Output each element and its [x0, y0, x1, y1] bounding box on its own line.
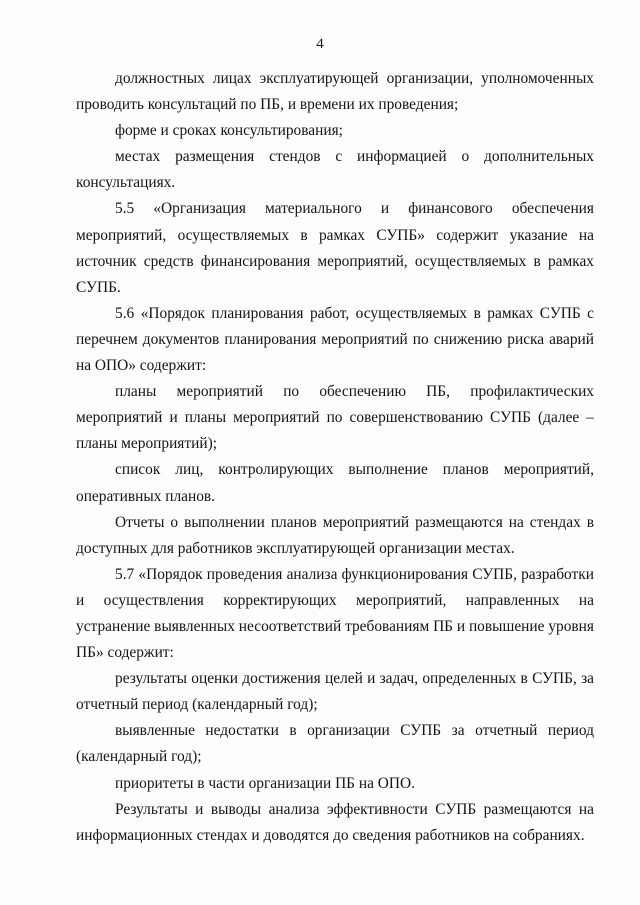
paragraph: список лиц, контролирующих выполнение планов мероприятий, оперативных планов. [76, 461, 594, 505]
paragraph: 5.6 «Порядок планирования работ, осуществляемых в рамках СУПБ с перечнем документов планирования мероприятий по снижению риска аварий на ОПО» содержит: [76, 304, 594, 375]
paragraph: 5.5 «Организация материального и финансового обеспечения мероприятий, осуществляемых в рамках СУПБ» содержит указание на источник средств финансирования мероприятий, осуществляемых в рамках СУПБ. [76, 200, 594, 296]
paragraph: планы мероприятий по обеспечению ПБ, профилактических мероприятий и планы мероприятий по совершенствованию СУПБ (далее – планы мероприятий); [76, 383, 594, 453]
paragraph: приоритеты в части организации ПБ на ОПО. [115, 774, 415, 792]
paragraph: местах размещения стендов с информацией о дополнительных консультациях. [76, 148, 594, 192]
paragraph: Результаты и выводы анализа эффективности СУПБ размещаются на информационных стендах и доводятся до сведения работников на собраниях. [76, 800, 594, 844]
page-number: 4 [316, 36, 324, 52]
paragraph: форме и сроках консультирования; [115, 122, 343, 140]
paragraph: Отчеты о выполнении планов мероприятий размещаются на стендах в доступных для работников эксплуатирующей организации местах. [76, 513, 594, 557]
paragraph: 5.7 «Порядок проведения анализа функционирования СУПБ, разработки и осуществления корректирующих мероприятий, направленных на устранение выявленных несоответствий требованиям ПБ и повышение уровня ПБ» содержит: [76, 565, 594, 662]
paragraph: результаты оценки достижения целей и задач, определенных в СУПБ, за отчетный период (календарный год); [76, 670, 594, 714]
paragraph: выявленные недостатки в организации СУПБ за отчетный период (календарный год); [76, 722, 594, 766]
paragraph: должностных лицах эксплуатирующей организации, уполномоченных проводить консультаций по ПБ, и времени их проведения; [76, 70, 594, 114]
document-body [76, 66, 594, 849]
